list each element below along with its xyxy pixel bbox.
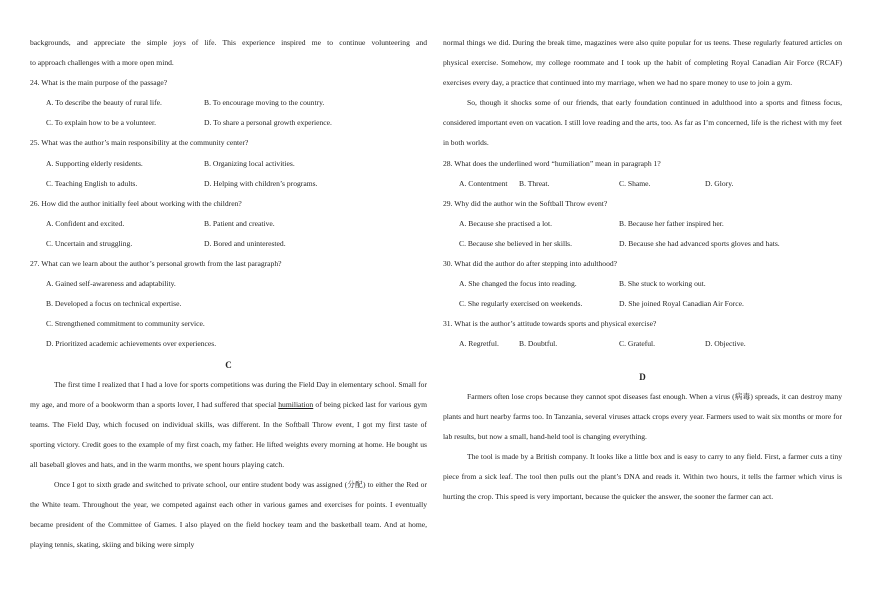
q30-option-c: C. She regularly exercised on weekends.: [459, 299, 583, 309]
underlined-word-humiliation: humiliation: [278, 399, 314, 409]
q28-option-b: B. Threat.: [519, 178, 550, 188]
q24-option-d: D. To share a personal growth experience.: [204, 118, 332, 128]
q29-stem: 29. Why did the author win the Softball Throw event?: [443, 198, 608, 208]
q27-stem: 27. What can we learn about the author’s personal growth from the last paragraph?: [30, 259, 282, 269]
q31-options: [443, 334, 842, 354]
q31-option-c: C. Grateful.: [619, 339, 656, 349]
q29-option-c: C. Because she believed in her skills.: [459, 238, 573, 248]
q26-option-a: A. Confident and excited.: [46, 218, 125, 228]
intro-line-2: to approach challenges with a more open mind.: [30, 58, 174, 68]
q24-options-cd: [30, 113, 427, 133]
q27-option-c: C. Strengthened commitment to community service.: [46, 319, 205, 329]
q26-option-d: D. Bored and uninterested.: [204, 238, 286, 248]
passage-c-paragraph-2: Once I got to sixth grade and switched to private school, our entire student body was assigned (分配) to either the Red or the White team. Throughout the year, we competed against each other in various games and exercises for points. I eventually became president of the Committee of Games. I also played on the field hockey team and the basketball team. And at home, playing tennis, skating, skiing and biking were simply: [30, 480, 427, 550]
q29-options-cd: [443, 234, 842, 254]
q25-option-c: C. Teaching English to adults.: [46, 178, 138, 188]
q28-option-a: A. Contentment: [459, 178, 508, 188]
q24-stem: 24. What is the main purpose of the passage?: [30, 78, 168, 88]
q27-option-b: B. Developed a focus on technical expertise.: [46, 299, 182, 309]
passage-c-paragraph-3: normal things we did. During the break time, magazines were also quite popular for us teens. These regularly featured articles on physical exercise. Somehow, my college roommate and I took up the habit of completing Royal Canadian Air Force (RCAF) exercises every day, a practice that continued into my marriage, when we had no spare money to use to join a gym.: [443, 38, 842, 88]
section-d-heading: D: [639, 371, 646, 382]
p1-text-before: The first time I realized that I had a love for sports competitions was during the Field Day in elementary school. Small for my age, and more of a bookworm than a sports lover, I had suffered that special: [30, 379, 427, 409]
spacer: [443, 355, 842, 367]
right-column: [443, 33, 842, 507]
left-column: [30, 33, 427, 555]
q31-stem: 31. What is the author’s attitude towards sports and physical exercise?: [443, 319, 657, 329]
intro-line-1: backgrounds, and appreciate the simple joys of life. This experience inspired me to continue volunteering and: [30, 38, 427, 47]
passage-c-paragraph-4: So, though it shocks some of our friends, that early foundation continued in adulthood into a sports and fitness focus, considered important even on vacation. I still love reading and the arts, too. As far as I’m concerned, life is the richest with my feet in both worlds.: [443, 98, 842, 148]
q26-options-ab: [30, 214, 427, 234]
q26-options-cd: [30, 234, 427, 254]
passage-d-paragraph-1: Farmers often lose crops because they cannot spot diseases fast enough. When a virus (病毒) spreads, it can destroy many plants and hurt nearby farms too. In Tanzania, several viruses attack crops every year. Farmers used to wait six months or more for lab results, but now a small, hand-held tool is changing everything.: [443, 391, 842, 441]
q29-option-a: A. Because she practised a lot.: [459, 218, 552, 228]
q30-option-b: B. She stuck to working out.: [619, 279, 706, 289]
q26-option-c: C. Uncertain and struggling.: [46, 238, 133, 248]
q30-options-cd: [443, 294, 842, 314]
q25-options-cd: [30, 174, 427, 194]
q24-option-a: A. To describe the beauty of rural life.: [46, 98, 162, 108]
q28-option-c: C. Shame.: [619, 178, 651, 188]
q30-stem: 30. What did the author do after stepping into adulthood?: [443, 259, 618, 269]
q25-option-a: A. Supporting elderly residents.: [46, 158, 143, 168]
passage-c-paragraph-1: [30, 375, 427, 475]
q30-option-a: A. She changed the focus into reading.: [459, 279, 577, 289]
q25-stem: 25. What was the author’s main responsibility at the community center?: [30, 138, 249, 148]
q30-option-d: D. She joined Royal Canadian Air Force.: [619, 299, 744, 309]
q25-options-ab: [30, 154, 427, 174]
q26-option-b: B. Patient and creative.: [204, 218, 275, 228]
q25-option-b: B. Organizing local activities.: [204, 158, 295, 168]
section-c-heading: C: [225, 359, 232, 370]
q29-option-d: D. Because she had advanced sports gloves and hats.: [619, 238, 780, 248]
q27-option-d: D. Prioritized academic achievements over experiences.: [46, 339, 217, 349]
q28-stem: 28. What does the underlined word “humiliation” mean in paragraph 1?: [443, 158, 661, 168]
q29-option-b: B. Because her father inspired her.: [619, 218, 724, 228]
q26-stem: 26. How did the author initially feel about working with the children?: [30, 198, 242, 208]
passage-d-paragraph-2: The tool is made by a British company. It looks like a little box and is easy to carry to any field. First, a farmer cuts a tiny piece from a sick leaf. The tool then pulls out the plant’s DNA and reads it. Within two hours, it tells the farmer which virus is hurting the crop. This speed is very important, because the quicker the answer, the sooner the farmer can act.: [443, 451, 842, 502]
q29-options-ab: [443, 214, 842, 234]
q27-option-a: A. Gained self-awareness and adaptability.: [46, 279, 176, 289]
q31-option-b: B. Doubtful.: [519, 339, 558, 349]
q28-options: [443, 174, 842, 194]
q24-option-b: B. To encourage moving to the country.: [204, 98, 325, 108]
q28-option-d: D. Glory.: [705, 178, 734, 188]
q24-option-c: C. To explain how to be a volunteer.: [46, 118, 157, 128]
q30-options-ab: [443, 274, 842, 294]
q31-option-a: A. Regretful.: [459, 339, 499, 349]
p1-text-after: of being picked last for various gym teams. The Field Day, which focused on individual skills, was different. In the Softball Throw event, I got my first taste of sporting victory. Credit goes to the example of my first coach, my father. He lifted weights every morning at home. He bought us all baseball gloves and hats, and in the warm months, we spent hours playing catch.: [30, 399, 427, 469]
q31-option-d: D. Objective.: [705, 339, 746, 349]
q25-option-d: D. Helping with children’s programs.: [204, 178, 318, 188]
q24-options-ab: [30, 93, 427, 113]
